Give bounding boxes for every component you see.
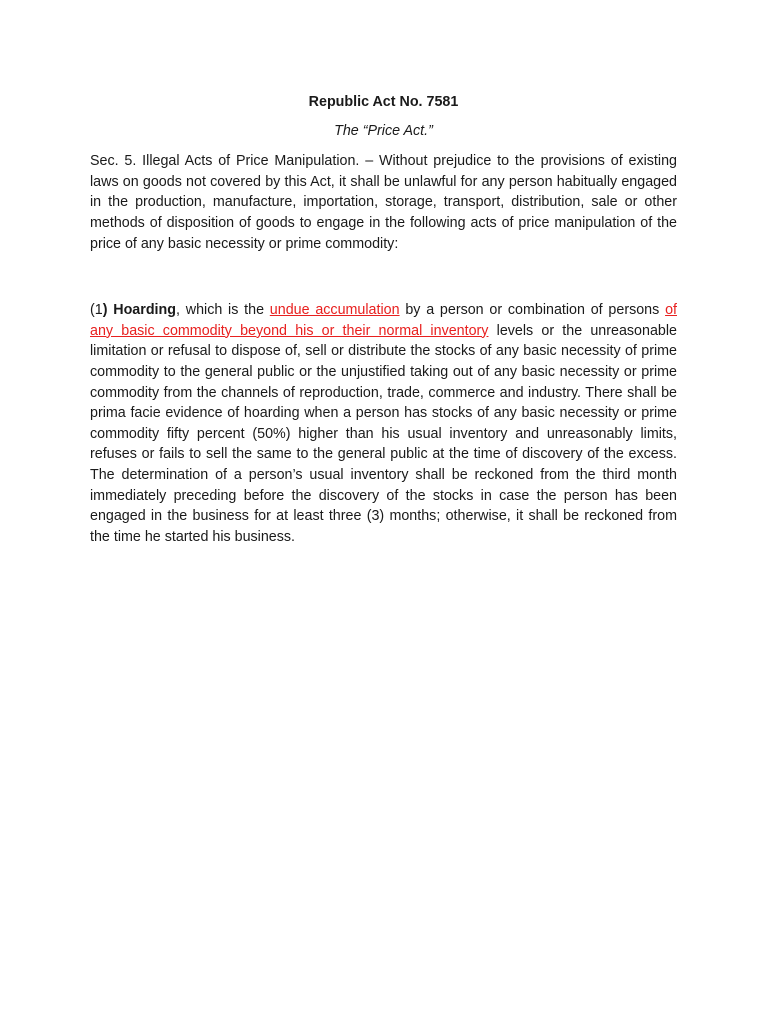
hoarding-text-3: levels or the unreasonable limitation or refusal to dispose of, sell or distribute the stocks of any basic necessity of prime commodity to the general public or the unjustified taking out of any basic necessity or prime commodity from the channels of reproduction, trade, commerce and industry. There shall be prima facie evidence of hoarding when a person has stocks of any basic necessity or prime commodity fifty percent (50%) higher than his usual inventory and unreasonably limits, refuses or fails to sell the same to the general public at the time of discovery of the excess. The determination of a person’s usual inventory shall be reckoned from the third month immediately preceding before the discovery of the stocks in case the person has been engaged in the business for at least three (3) months; otherwise, it shall be reckoned from the time he started his business. xyxy=(90,322,677,545)
hoarding-term: ) Hoarding xyxy=(102,302,176,319)
hoarding-number: (1 xyxy=(90,302,103,319)
hoarding-paragraph xyxy=(90,300,677,547)
section-intro-paragraph: Sec. 5. Illegal Acts of Price Manipulation. – Without prejudice to the provisions of existing laws on goods not covered by this Act, it shall be unlawful for any person habitually engaged in the production, manufacture, importation, storage, transport, distribution, sale or other methods of disposition of goods to engage in the following acts of price manipulation of the price of any basic necessity or prime commodity: xyxy=(90,153,677,252)
hoarding-text-1: , which is the xyxy=(176,302,270,319)
document-title: Republic Act No. 7581 xyxy=(308,94,459,110)
hoarding-text-2: by a person or combination of persons xyxy=(399,302,666,319)
highlight-undue-accumulation: undue accumulation xyxy=(269,302,400,319)
document-subtitle: The “Price Act.” xyxy=(334,122,433,139)
highlight-beyond-normal-inventory: of any basic commodity beyond his or their normal inventory xyxy=(90,302,677,339)
document-page xyxy=(90,92,677,547)
